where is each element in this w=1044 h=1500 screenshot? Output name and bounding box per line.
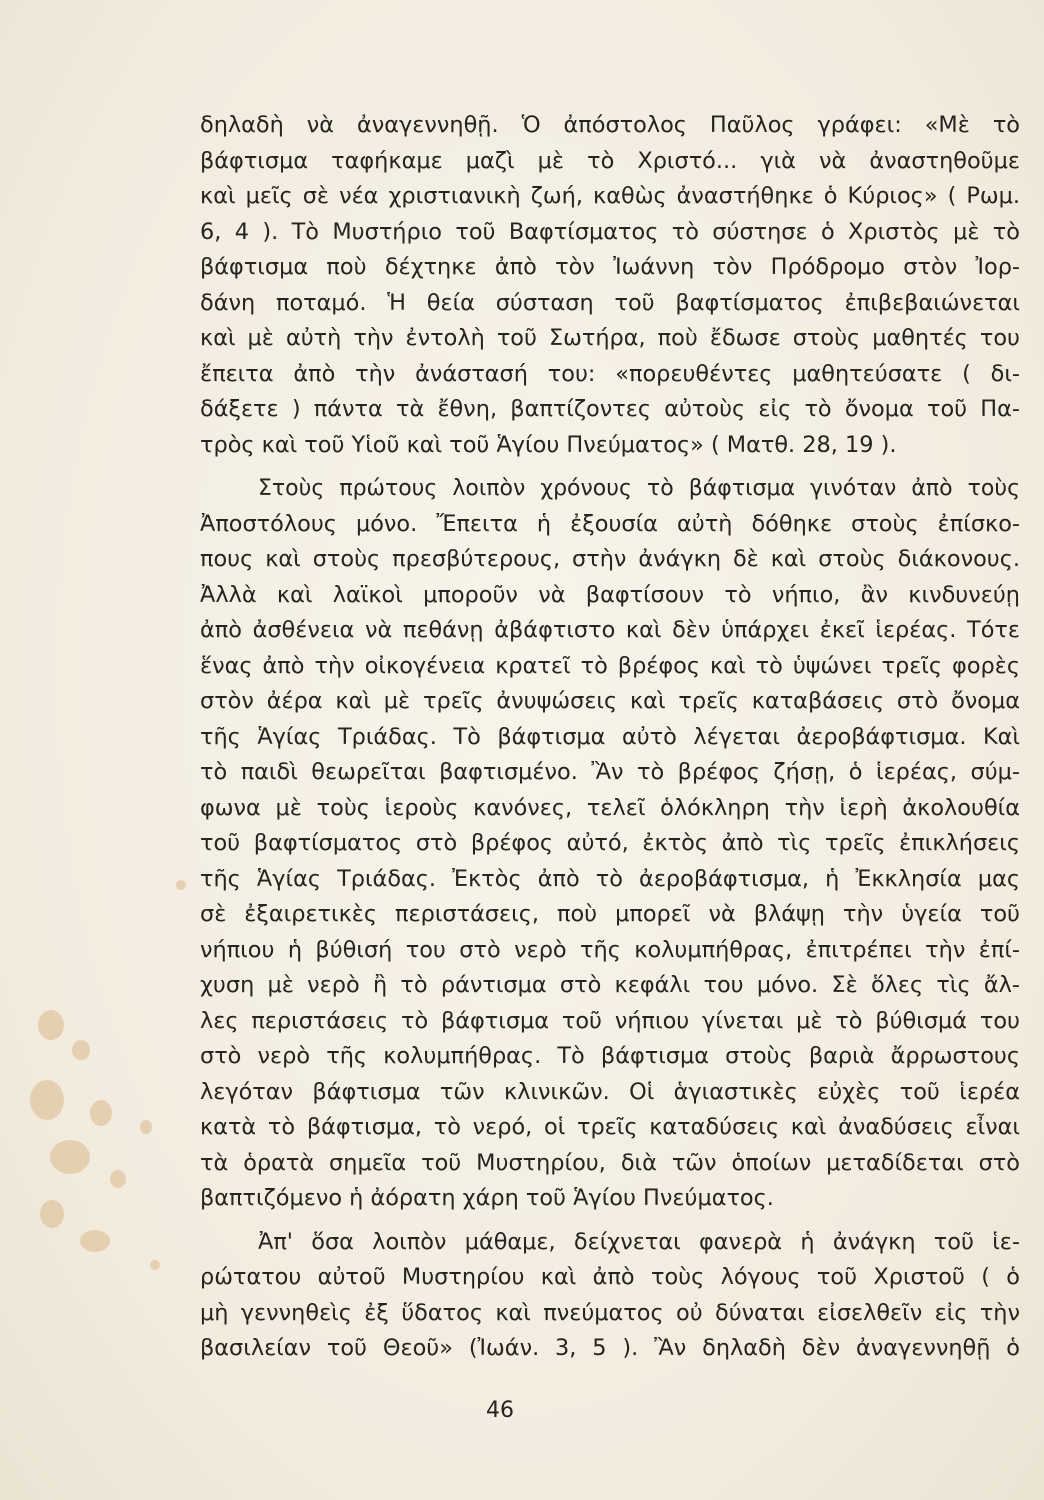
body-text: [200, 108, 1020, 1367]
stain-mark: [176, 880, 186, 890]
text-line: ρώτατου αὐτοῦ Μυστηρίου καὶ ἀπὸ τοὺς λόγους τοῦ Χριστοῦ ( ὁ: [200, 1264, 1020, 1290]
text-line: σὲ ἐξαιρετικὲς περιστάσεις, ποὺ μπορεῖ νὰ βλάψῃ τὴν ὑγεία τοῦ: [200, 901, 1020, 927]
paragraph-3: [200, 1225, 1020, 1367]
text-line: τὰ ὁρατὰ σημεῖα τοῦ Μυστηρίου, διὰ τῶν ὁποίων μεταδίδεται στὸ: [200, 1149, 1020, 1176]
text-line: βάφτισμα ποὺ δέχτηκε ἀπὸ τὸν Ἰωάννη τὸν Πρόδρομο στὸν Ἰορ-: [200, 254, 1020, 280]
text-line: νήπιου ἡ βύθισή του στὸ νερὸ τῆς κολυμπήθρας, ἐπιτρέπει τὴν ἐπί-: [200, 936, 1020, 963]
stain-mark: [150, 1260, 160, 1270]
text-line: μὴ γεννηθεὶς ἐξ ὕδατος καὶ πνεύματος οὐ δύναται εἰσελθεῖν εἰς τὴν: [200, 1299, 1020, 1326]
text-line: κατὰ τὸ βάφτισμα, τὸ νερό, οἱ τρεῖς καταδύσεις καὶ ἀναδύσεις εἶναι: [200, 1114, 1020, 1140]
text-line: τοῦ βαφτίσματος στὸ βρέφος αὐτό, ἐκτὸς ἀπὸ τὶς τρεῖς ἐπικλήσεις: [200, 830, 1020, 856]
text-line: λεγόταν βάφτισμα τῶν κλινικῶν. Οἱ ἁγιαστικὲς εὐχὲς τοῦ ἱερέα: [200, 1078, 1020, 1105]
stain-mark: [50, 1140, 90, 1174]
text-line: καὶ μεῖς σὲ νέα χριστιανικὴ ζωή, καθὼς ἀναστήθηκε ὁ Κύριος» ( Ρωμ.: [200, 183, 1020, 209]
text-line: ἔπειτα ἀπὸ τὴν ἀνάστασή του: «πορευθέντες μαθητεύσατε ( δι-: [200, 360, 1020, 387]
text-line: στὸ νερὸ τῆς κολυμπήθρας. Τὸ βάφτισμα στοὺς βαριὰ ἄρρωστους: [200, 1043, 1020, 1069]
stain-mark: [90, 1100, 112, 1126]
text-line: δάξετε ) πάντα τὰ ἔθνη, βαπτίζοντες αὐτοὺς εἰς τὸ ὄνομα τοῦ Πα-: [200, 396, 1020, 422]
text-line: 6, 4 ). Τὸ Μυστήριο τοῦ Βαφτίσματος τὸ σύστησε ὁ Χριστὸς μὲ τὸ: [200, 218, 1020, 245]
text-line: στὸν ἀέρα καὶ μὲ τρεῖς ἀνυψώσεις καὶ τρεῖς καταβάσεις στὸ ὄνομα: [200, 688, 1020, 714]
stain-mark: [38, 1010, 64, 1040]
text-line: βασιλείαν τοῦ Θεοῦ» (Ἰωάν. 3, 5 ). Ἂν δηλαδὴ δὲν ἀναγεννηθῇ ὁ: [200, 1335, 1020, 1361]
stain-mark: [72, 1040, 90, 1060]
text-line: πους καὶ στοὺς πρεσβύτερους, στὴν ἀνάγκη δὲ καὶ στοὺς διάκονους.: [200, 546, 1020, 572]
text-line: Στοὺς πρώτους λοιπὸν χρόνους τὸ βάφτισμα γινόταν ἀπὸ τοὺς: [258, 476, 1020, 501]
paragraph-1: [200, 108, 1020, 463]
text-line: λες περιστάσεις τὸ βάφτισμα τοῦ νήπιου γίνεται μὲ τὸ βύθισμά του: [200, 1007, 1020, 1034]
text-line: χυση μὲ νερὸ ἢ τὸ ράντισμα στὸ κεφάλι του μόνο. Σὲ ὅλες τὶς ἄλ-: [200, 972, 1020, 998]
text-line: δηλαδὴ νὰ ἀναγεννηθῇ. Ὁ ἀπόστολος Παῦλος γράφει: «Μὲ τὸ: [200, 112, 1020, 138]
text-line: ἕνας ἀπὸ τὴν οἰκογένεια κρατεῖ τὸ βρέφος καὶ τὸ ὑψώνει τρεῖς φορὲς: [200, 652, 1020, 679]
text-line: Ἀλλὰ καὶ λαϊκοὶ μποροῦν νὰ βαφτίσουν τὸ νήπιο, ἂν κινδυνεύῃ: [200, 581, 1020, 608]
text-line: Ἀποστόλους μόνο. Ἔπειτα ἡ ἐξουσία αὐτὴ δόθηκε στοὺς ἐπίσκο-: [200, 510, 1020, 537]
stain-mark: [80, 1230, 110, 1252]
stain-mark: [110, 1170, 126, 1188]
text-line: βάφτισμα ταφήκαμε μαζὶ μὲ τὸ Χριστό... γιὰ νὰ ἀναστηθοῦμε: [200, 147, 1020, 174]
text-line: Ἀπ' ὅσα λοιπὸν μάθαμε, δείχνεται φανερὰ ἡ ἀνάγκη τοῦ ἱε-: [258, 1228, 1020, 1255]
text-line: τῆς Ἁγίας Τριάδας. Τὸ βάφτισμα αὐτὸ λέγεται ἀεροβάφτισμα. Καὶ: [200, 723, 1020, 750]
stain-mark: [40, 1200, 64, 1228]
text-line: καὶ μὲ αὐτὴ τὴν ἐντολὴ τοῦ Σωτήρα, ποὺ ἔδωσε στοὺς μαθητές του: [200, 325, 1020, 351]
text-line: τὸ παιδὶ θεωρεῖται βαφτισμένο. Ἂν τὸ βρέφος ζήσῃ, ὁ ἱερέας, σύμ-: [200, 759, 1020, 785]
page-number: 46: [486, 1398, 514, 1423]
stain-mark: [30, 1080, 64, 1120]
text-line: βαπτιζόμενο ἡ ἀόρατη χάρη τοῦ Ἁγίου Πνεύματος.: [200, 1185, 774, 1211]
text-line: τῆς Ἁγίας Τριάδας. Ἐκτὸς ἀπὸ τὸ ἀεροβάφτισμα, ἡ Ἐκκλησία μας: [200, 865, 1020, 892]
stain-mark: [140, 1120, 152, 1134]
text-line: φωνα μὲ τοὺς ἱεροὺς κανόνες, τελεῖ ὁλόκληρη τὴν ἱερὴ ἀκολουθία: [200, 794, 1020, 821]
text-line: δάνη ποταμό. Ἡ θεία σύσταση τοῦ βαφτίσματος ἐπιβεβαιώνεται: [200, 289, 1020, 316]
paragraph-2: [200, 471, 1020, 1217]
text-line: ἀπὸ ἀσθένεια νὰ πεθάνῃ ἀβάφτιστο καὶ δὲν ὑπάρχει ἐκεῖ ἱερέας. Τότε: [200, 617, 1020, 643]
text-line: τρὸς καὶ τοῦ Υἱοῦ καὶ τοῦ Ἁγίου Πνεύματος» ( Ματθ. 28, 19 ).: [200, 431, 897, 458]
